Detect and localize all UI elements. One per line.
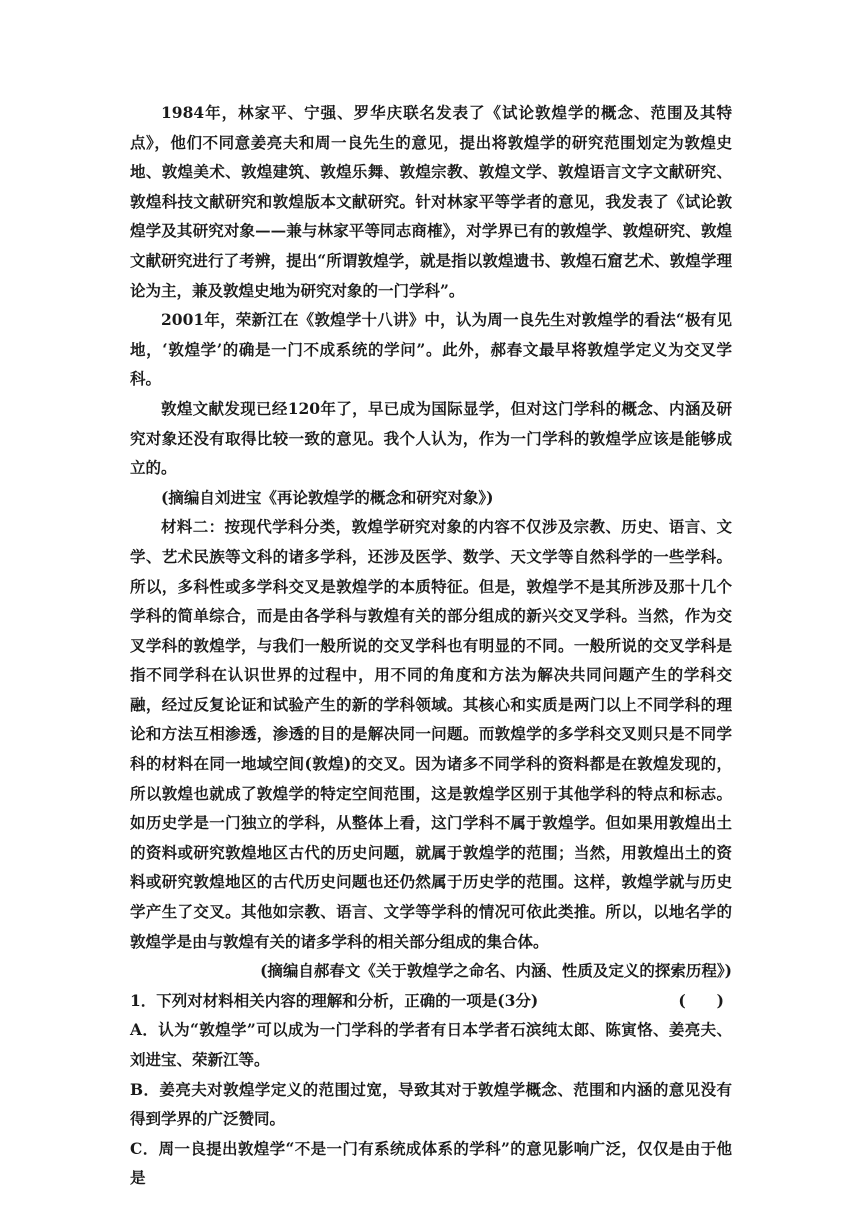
source-citation-1: (摘编自刘进宝《再论敦煌学的概念和研究对象》) bbox=[161, 487, 494, 507]
question-1-text: 1．下列对材料相关内容的理解和分析，正确的一项是(3分) bbox=[130, 990, 539, 1010]
paragraph-opinion: 敦煌文献发现已经120年了，早已成为国际显学，但对这门学科的概念、内涵及研究对象还没有取得比较一致的意见。我个人认为，作为一门学科的敦煌学应该是能够成立的。 bbox=[130, 398, 732, 478]
option-c: C．周一良提出敦煌学“不是一门有系统成体系的学科”的意见影响广泛，仅仅是由于他是 bbox=[130, 1138, 732, 1188]
answer-blank: ( ) bbox=[678, 990, 724, 1010]
material-two: 材料二：按现代学科分类，敦煌学研究对象的内容不仅涉及宗教、历史、语言、文学、艺术民族等文科的诸多学科，还涉及医学、数学、天文学等自然科学的一些学科。所以，多科性或多学科交叉是敦煌学的本质特征。但是，敦煌学不是其所涉及那十几个学科的简单综合，而是由各学科与敦煌有关的部分组成的新兴交叉学科。当然，作为交叉学科的敦煌学，与我们一般所说的交叉学科也有明显的不同。一般所说的交叉学科是指不同学科在认识世界的过程中，用不同的角度和方法为解决共同问题产生的学科交融，经过反复论证和试验产生的新的学科领域。其核心和实质是两门以上不同学科的理论和方法互相渗透，渗透的目的是解决同一问题。而敦煌学的多学科交叉则只是不同学科的材料在同一地域空间(敦煌)的交叉。因为诸多不同学科的资料都是在敦煌发现的，所以敦煌也就成了敦煌学的特定空间范围，这是敦煌学区别于其他学科的特点和标志。如历史学是一门独立的学科，从整体上看，这门学科不属于敦煌学。但如果用敦煌出土的资料或研究敦煌地区古代的历史问题，就属于敦煌学的范围；当然，用敦煌出土的资料或研究敦煌地区的古代历史问题也还仍然属于历史学的范围。这样，敦煌学就与历史学产生了交叉。其他如宗教、语言、文学等学科的情况可依此类推。所以，以地名学的敦煌学是由与敦煌有关的诸多学科的相关部分组成的集合体。 bbox=[130, 517, 732, 951]
source-citation-2: (摘编自郝春文《关于敦煌学之命名、内涵、性质及定义的探索历程》) bbox=[260, 961, 732, 981]
question-1-stem bbox=[130, 986, 732, 1016]
document-page bbox=[130, 98, 732, 1193]
paragraph-2001: 2001年，荣新江在《敦煌学十八讲》中，认为周一良先生对敦煌学的看法“极有见地，‘敦煌学’的确是一门不成系统的学问”。此外，郝春文最早将敦煌学定义为交叉学科。 bbox=[130, 310, 732, 389]
paragraph-1984: 1984年，林家平、宁强、罗华庆联名发表了《试论敦煌学的概念、范围及其特点》，他们不同意姜亮夫和周一良先生的意见，提出将敦煌学的研究范围划定为敦煌史地、敦煌美术、敦煌建筑、敦煌乐舞、敦煌宗教、敦煌文学、敦煌语言文字文献研究、敦煌科技文献研究和敦煌版本文献研究。针对林家平等学者的意见，我发表了《试论敦煌学及其研究对象——兼与林家平等同志商榷》，对学界已有的敦煌学、敦煌研究、敦煌文献研究进行了考辨，提出“所谓敦煌学，就是指以敦煌遗书、敦煌石窟艺术、敦煌学理论为主，兼及敦煌史地为研究对象的一门学科”。 bbox=[130, 103, 732, 300]
option-b: B．姜亮夫对敦煌学定义的范围过宽，导致其对于敦煌学概念、范围和内涵的意见没有得到学界的广泛赞同。 bbox=[130, 1079, 732, 1129]
option-a: A．认为“敦煌学”可以成为一门学科的学者有日本学者石滨纯太郎、陈寅恪、姜亮夫、刘进宝、荣新江等。 bbox=[130, 1020, 732, 1069]
